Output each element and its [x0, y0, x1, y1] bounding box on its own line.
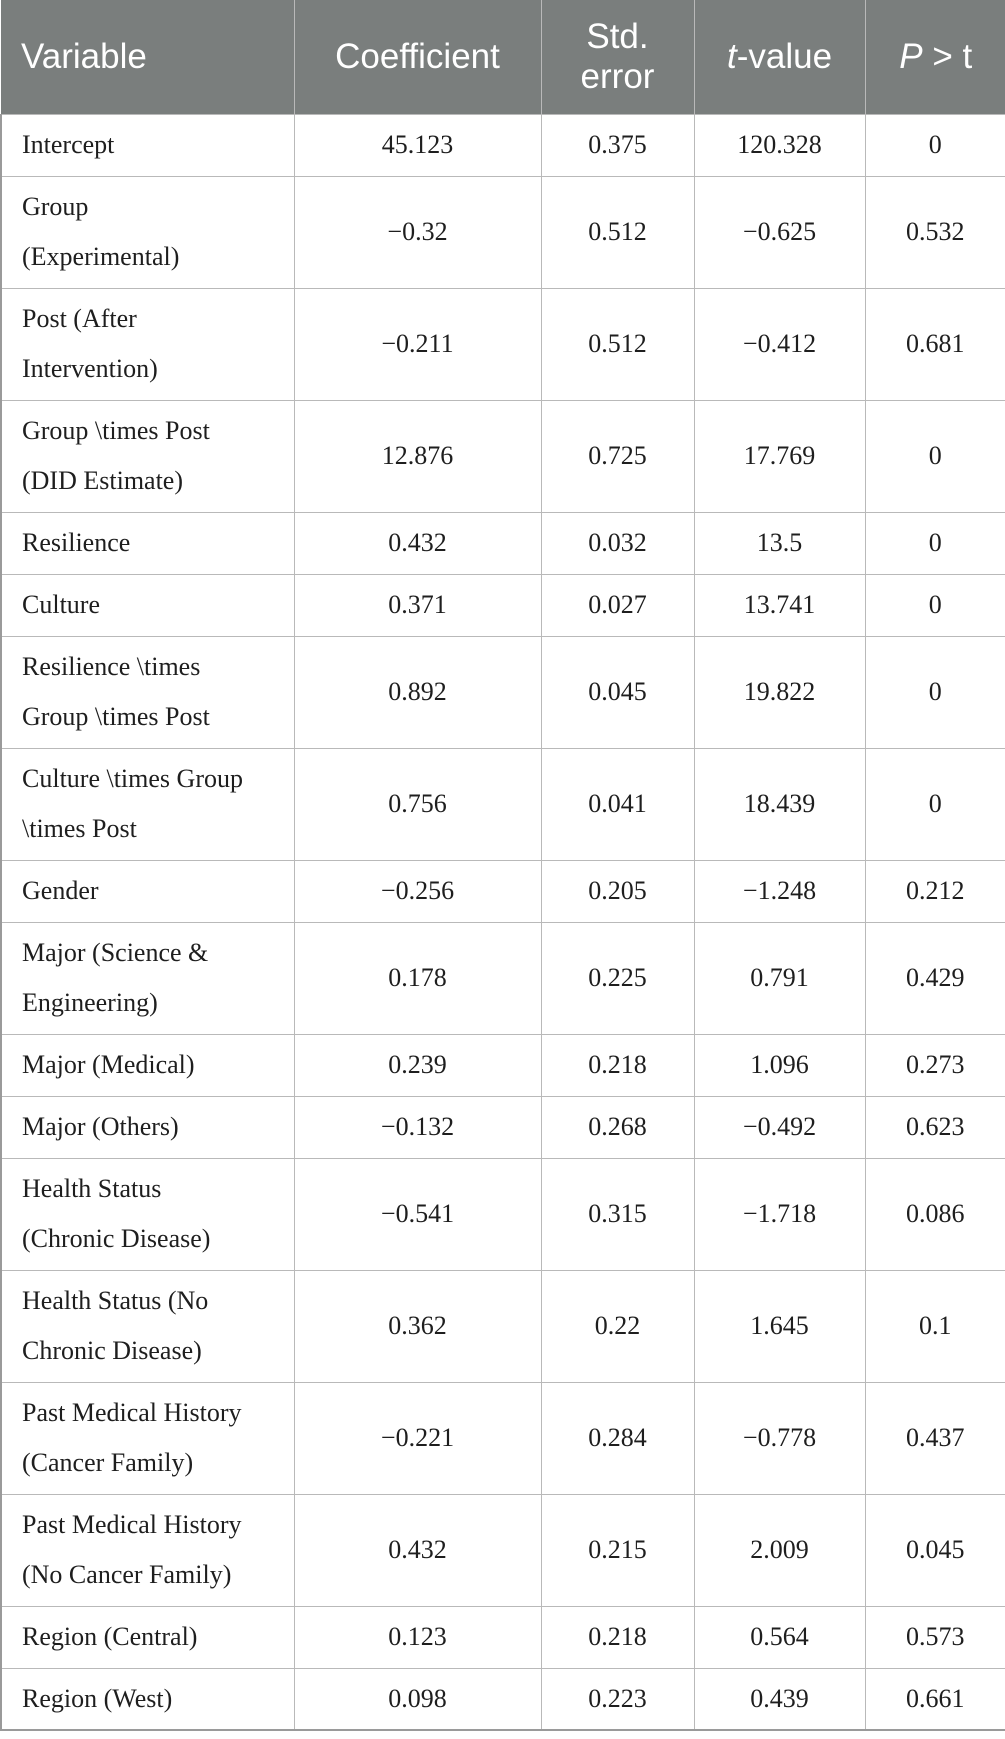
cell-coefficient: −0.211: [294, 288, 541, 400]
header-coefficient-text: Coefficient: [335, 36, 500, 76]
cell-p-value: 0.437: [865, 1382, 1005, 1494]
cell-p-value: 0.573: [865, 1606, 1005, 1668]
cell-std-error: 0.315: [541, 1158, 694, 1270]
cell-p-value: 0.532: [865, 176, 1005, 288]
cell-t-value: 13.5: [694, 512, 865, 574]
cell-t-value: −0.492: [694, 1096, 865, 1158]
variable-line: Culture: [22, 590, 100, 619]
variable-line: Group \times Post: [22, 416, 210, 445]
variable-line: Health Status (No: [22, 1286, 209, 1315]
variable-line: Group \times Post: [22, 702, 210, 731]
variable-line: Past Medical History: [22, 1510, 242, 1539]
cell-variable: [1, 1270, 294, 1382]
variable-line: Post (After: [22, 304, 137, 333]
cell-std-error: 0.215: [541, 1494, 694, 1606]
cell-variable: [1, 1382, 294, 1494]
table-row: [1, 748, 1005, 860]
cell-std-error: 0.027: [541, 574, 694, 636]
header-p-italic: P: [899, 36, 923, 76]
header-t-italic: t: [726, 36, 737, 76]
table-row: [1, 636, 1005, 748]
cell-variable: [1, 1158, 294, 1270]
cell-p-value: 0.045: [865, 1494, 1005, 1606]
variable-line: Gender: [22, 876, 99, 905]
header-t-value: [694, 0, 865, 114]
cell-t-value: 2.009: [694, 1494, 865, 1606]
cell-coefficient: 12.876: [294, 400, 541, 512]
variable-line: Resilience: [22, 528, 131, 557]
cell-coefficient: 0.239: [294, 1034, 541, 1096]
table-row: [1, 1494, 1005, 1606]
cell-coefficient: 0.178: [294, 922, 541, 1034]
variable-line: Major (Medical): [22, 1050, 195, 1079]
cell-variable: [1, 748, 294, 860]
cell-p-value: 0.086: [865, 1158, 1005, 1270]
cell-t-value: 120.328: [694, 114, 865, 176]
cell-t-value: −1.718: [694, 1158, 865, 1270]
cell-coefficient: 0.362: [294, 1270, 541, 1382]
cell-variable: [1, 1034, 294, 1096]
header-p-rest: > t: [922, 36, 973, 76]
variable-line: Intercept: [22, 130, 115, 159]
cell-std-error: 0.218: [541, 1606, 694, 1668]
cell-coefficient: −0.256: [294, 860, 541, 922]
table-row: [1, 1606, 1005, 1668]
table-row: [1, 1668, 1005, 1730]
cell-std-error: 0.284: [541, 1382, 694, 1494]
cell-variable: [1, 176, 294, 288]
cell-t-value: 17.769: [694, 400, 865, 512]
variable-line: Group: [22, 192, 89, 221]
variable-line: Engineering): [22, 988, 158, 1017]
variable-line: Health Status: [22, 1174, 162, 1203]
cell-t-value: −0.412: [694, 288, 865, 400]
cell-std-error: 0.225: [541, 922, 694, 1034]
variable-line: (Experimental): [22, 242, 180, 271]
variable-line: (DID Estimate): [22, 466, 184, 495]
cell-coefficient: 0.432: [294, 512, 541, 574]
cell-std-error: 0.045: [541, 636, 694, 748]
header-coefficient: [294, 0, 541, 114]
cell-std-error: 0.375: [541, 114, 694, 176]
cell-std-error: 0.725: [541, 400, 694, 512]
cell-t-value: 0.791: [694, 922, 865, 1034]
variable-line: \times Post: [22, 814, 137, 843]
cell-coefficient: 0.892: [294, 636, 541, 748]
cell-variable: [1, 574, 294, 636]
variable-line: Major (Science &: [22, 938, 209, 967]
cell-variable: [1, 636, 294, 748]
cell-std-error: 0.218: [541, 1034, 694, 1096]
variable-line: Chronic Disease): [22, 1336, 202, 1365]
cell-coefficient: −0.221: [294, 1382, 541, 1494]
cell-variable: [1, 1494, 294, 1606]
variable-line: Region (West): [22, 1683, 173, 1713]
cell-coefficient: 0.098: [294, 1668, 541, 1730]
cell-p-value: 0.273: [865, 1034, 1005, 1096]
cell-t-value: 19.822: [694, 636, 865, 748]
variable-line: Culture \times Group: [22, 764, 243, 793]
cell-coefficient: 0.371: [294, 574, 541, 636]
table-row: [1, 176, 1005, 288]
cell-p-value: 0: [865, 748, 1005, 860]
cell-variable: [1, 860, 294, 922]
cell-t-value: 1.645: [694, 1270, 865, 1382]
variable-line: Resilience \times: [22, 652, 201, 681]
cell-p-value: 0.1: [865, 1270, 1005, 1382]
cell-variable: [1, 512, 294, 574]
table-row: [1, 1096, 1005, 1158]
variable-line: (No Cancer Family): [22, 1560, 232, 1589]
header-t-rest: -value: [736, 36, 833, 76]
table-row: [1, 860, 1005, 922]
cell-std-error: 0.268: [541, 1096, 694, 1158]
cell-coefficient: −0.541: [294, 1158, 541, 1270]
cell-std-error: 0.032: [541, 512, 694, 574]
header-p-value: [865, 0, 1005, 114]
variable-line: Region (Central): [22, 1622, 198, 1651]
table-header: [1, 0, 1005, 114]
cell-p-value: 0: [865, 636, 1005, 748]
cell-std-error: 0.512: [541, 176, 694, 288]
cell-variable: [1, 1668, 294, 1730]
variable-line: Intervention): [22, 354, 158, 383]
table-row: [1, 1270, 1005, 1382]
cell-std-error: 0.22: [541, 1270, 694, 1382]
cell-coefficient: −0.32: [294, 176, 541, 288]
cell-p-value: 0.623: [865, 1096, 1005, 1158]
cell-coefficient: 0.123: [294, 1606, 541, 1668]
cell-p-value: 0: [865, 574, 1005, 636]
variable-line: Major (Others): [22, 1112, 179, 1141]
variable-line: Past Medical History: [22, 1398, 242, 1427]
cell-std-error: 0.041: [541, 748, 694, 860]
table-body: [1, 114, 1005, 1730]
cell-std-error: 0.512: [541, 288, 694, 400]
cell-p-value: 0: [865, 400, 1005, 512]
cell-t-value: 0.439: [694, 1668, 865, 1730]
header-variable-text: Variable: [21, 36, 147, 76]
cell-p-value: 0: [865, 114, 1005, 176]
header-std-error-line2: error: [580, 56, 655, 96]
cell-variable: [1, 1606, 294, 1668]
cell-t-value: −1.248: [694, 860, 865, 922]
cell-coefficient: 0.432: [294, 1494, 541, 1606]
header-std-error-line1: Std.: [586, 16, 649, 56]
variable-line: (Cancer Family): [22, 1448, 194, 1477]
cell-variable: [1, 288, 294, 400]
cell-p-value: 0.661: [865, 1668, 1005, 1730]
header-std-error: [541, 0, 694, 114]
header-variable: [1, 0, 294, 114]
table-row: [1, 574, 1005, 636]
cell-variable: [1, 922, 294, 1034]
table-row: [1, 288, 1005, 400]
cell-variable: [1, 1096, 294, 1158]
cell-std-error: 0.205: [541, 860, 694, 922]
table-row: [1, 1158, 1005, 1270]
cell-t-value: −0.778: [694, 1382, 865, 1494]
table-row: [1, 922, 1005, 1034]
cell-p-value: 0.681: [865, 288, 1005, 400]
cell-coefficient: −0.132: [294, 1096, 541, 1158]
table-row: [1, 1034, 1005, 1096]
variable-line: (Chronic Disease): [22, 1224, 211, 1253]
cell-coefficient: 0.756: [294, 748, 541, 860]
cell-t-value: 0.564: [694, 1606, 865, 1668]
cell-coefficient: 45.123: [294, 114, 541, 176]
table-row: [1, 1382, 1005, 1494]
cell-p-value: 0.429: [865, 922, 1005, 1034]
table-row: [1, 114, 1005, 176]
cell-t-value: −0.625: [694, 176, 865, 288]
cell-p-value: 0: [865, 512, 1005, 574]
cell-t-value: 13.741: [694, 574, 865, 636]
cell-variable: [1, 400, 294, 512]
cell-t-value: 1.096: [694, 1034, 865, 1096]
cell-std-error: 0.223: [541, 1668, 694, 1730]
table-row: [1, 400, 1005, 512]
cell-variable: [1, 114, 294, 176]
cell-t-value: 18.439: [694, 748, 865, 860]
cell-p-value: 0.212: [865, 860, 1005, 922]
table-row: [1, 512, 1005, 574]
header-row: [1, 0, 1005, 114]
